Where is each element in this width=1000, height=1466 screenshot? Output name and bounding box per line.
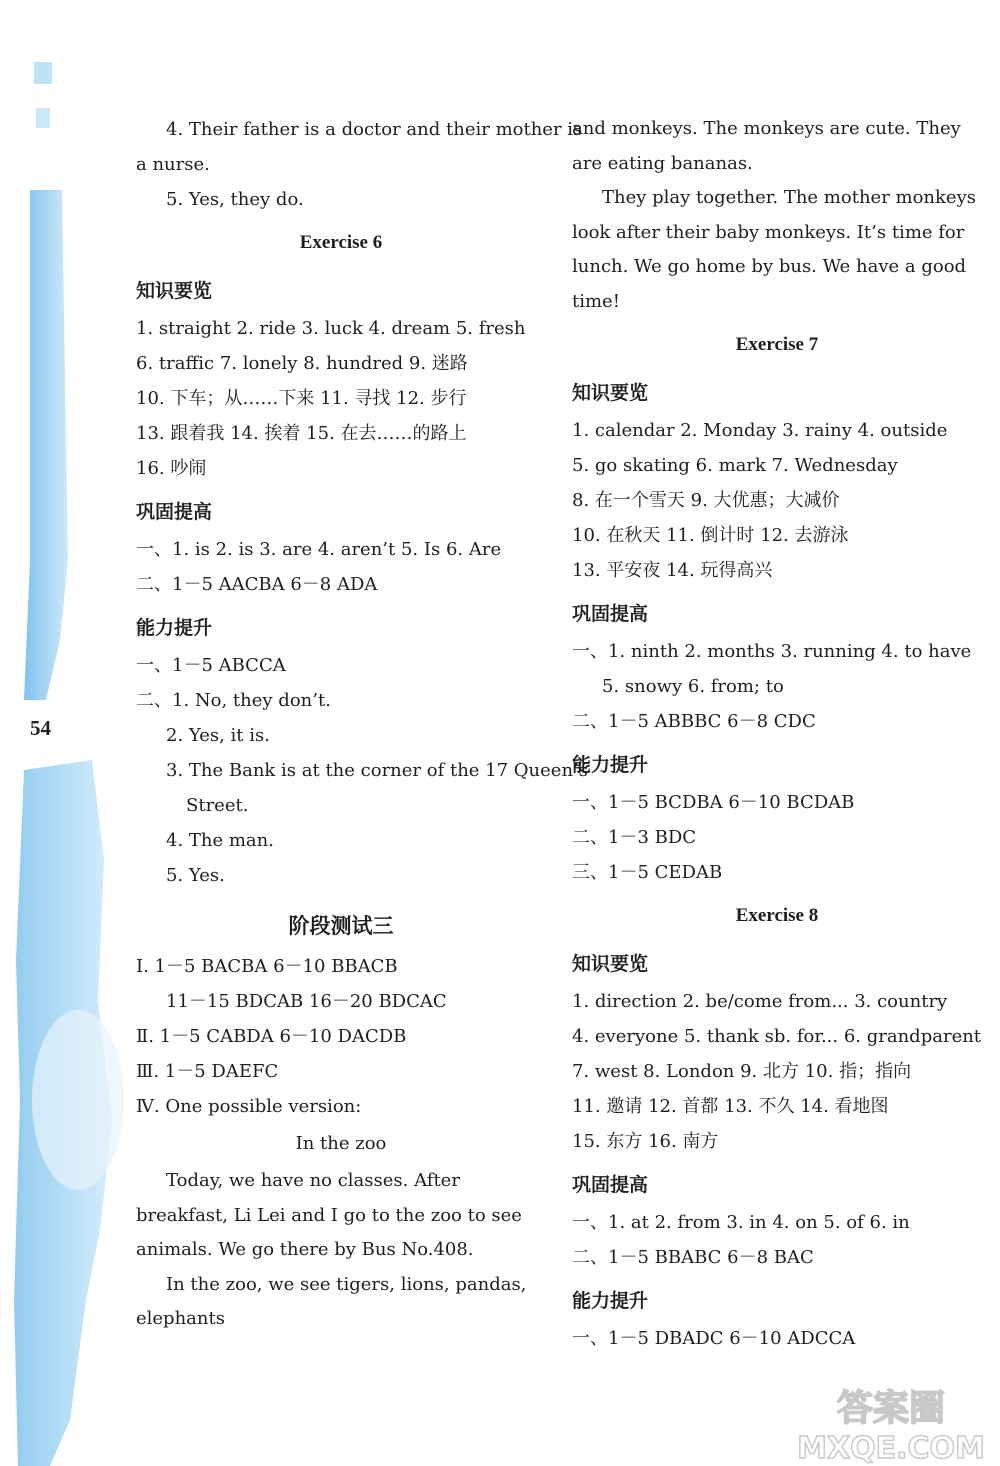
answer-line: 一、1. is 2. is 3. are 4. aren’t 5. Is 6. Are (136, 539, 502, 560)
answer-line: 5. Yes, they do. (166, 189, 304, 210)
essay-paragraph: In the zoo, we see tigers, lions, pandas, elephants (136, 1273, 527, 1329)
section-title-consolidate: 巩固提高 (572, 1174, 649, 1196)
answer-line: 1. direction 2. be/come from... 3. country (572, 991, 948, 1012)
answer-line: 二、1－3 BDC (572, 827, 697, 848)
answer-line: 一、1. ninth 2. months 3. running 4. to have (572, 641, 972, 662)
section-title-knowledge: 知识要览 (572, 382, 649, 404)
answer-line: 一、1. at 2. from 3. in 4. on 5. of 6. in (572, 1212, 910, 1233)
answer-line: 13. 跟着我 14. 挨着 15. 在去……的路上 (136, 423, 467, 444)
answer-line: 13. 平安夜 14. 玩得高兴 (572, 560, 773, 581)
answer-line: 一、1－5 DBADC 6－10 ADCCA (572, 1328, 856, 1349)
answer-line: 1. calendar 2. Monday 3. rainy 4. outside (572, 420, 948, 441)
exercise-7-title: Exercise 7 (735, 334, 819, 355)
answer-line: 11－15 BDCAB 16－20 BDCAC (166, 991, 447, 1012)
answer-line: 7. west 8. London 9. 北方 10. 指；指向 (572, 1061, 912, 1082)
section-title-ability: 能力提升 (572, 754, 649, 776)
answer-line: 10. 在秋天 11. 倒计时 12. 去游泳 (572, 525, 849, 546)
answer-line: 5. go skating 6. mark 7. Wednesday (572, 455, 898, 476)
answer-line: 10. 下车；从……下来 11. 寻找 12. 步行 (136, 388, 467, 409)
answer-line: 三、1－5 CEDAB (572, 862, 723, 883)
answer-line: a nurse. (136, 154, 210, 175)
answer-line: 4. everyone 5. thank sb. for... 6. grandparent (572, 1026, 982, 1047)
answer-line: Ⅰ. 1－5 BACBA 6－10 BBACB (136, 956, 398, 977)
answer-line: 6. traffic 7. lonely 8. hundred 9. 迷路 (136, 353, 468, 374)
watermark-text: 答案圈 (836, 1388, 946, 1429)
answer-line: Ⅳ. One possible version: (136, 1096, 362, 1117)
answer-line: 11. 邀请 12. 首都 13. 不久 14. 看地图 (572, 1096, 889, 1117)
left-column (136, 112, 588, 1337)
answer-line: 1. straight 2. ride 3. luck 4. dream 5. fresh (136, 318, 526, 339)
essay-title: In the zoo (295, 1133, 387, 1154)
page-number: 54 (30, 716, 51, 740)
answer-line: 二、1－5 ABBBC 6－8 CDC (572, 711, 816, 732)
section-title-ability: 能力提升 (572, 1290, 649, 1312)
answer-line: Ⅲ. 1－5 DAEFC (136, 1061, 279, 1082)
answer-line: 5. Yes. (166, 865, 225, 886)
essay-paragraph: and monkeys. The monkeys are cute. They are eating bananas. (572, 118, 961, 174)
answer-line: 二、1. No, they don’t. (136, 690, 331, 711)
answer-line: 一、1－5 ABCCA (136, 655, 286, 676)
answer-line: 15. 东方 16. 南方 (572, 1131, 719, 1152)
answer-line: 3. The Bank is at the corner of the 17 Queen’s (166, 760, 588, 781)
section-title-consolidate: 巩固提高 (136, 501, 213, 523)
stage-test-title: 阶段测试三 (288, 914, 394, 938)
watermark-logo (796, 1376, 986, 1466)
section-title-ability: 能力提升 (136, 617, 213, 639)
answer-line: Street. (186, 795, 249, 816)
essay-paragraph: They play together. The mother monkeys look after their baby monkeys. It’s time for lunch. We go home by bus. We have a good time! (572, 187, 976, 312)
essay-paragraph: Today, we have no classes. After breakfast, Li Lei and I go to the zoo to see animals. We go there by Bus No.408. (136, 1170, 522, 1260)
answer-line: 8. 在一个雪天 9. 大优惠；大减价 (572, 490, 840, 511)
section-title-knowledge: 知识要览 (136, 280, 213, 302)
answer-line: 一、1－5 BCDBA 6－10 BCDAB (572, 792, 855, 813)
answer-line: 16. 吵闹 (136, 458, 207, 479)
answer-line: 二、1－5 BBABC 6－8 BAC (572, 1247, 814, 1268)
section-title-knowledge: 知识要览 (572, 953, 649, 975)
exercise-8-title: Exercise 8 (735, 905, 819, 926)
answer-line: 5. snowy 6. from; to (602, 676, 784, 697)
right-column (572, 112, 982, 1356)
watermark-url: MXQE.COM (797, 1431, 985, 1466)
decorative-blue-strip (0, 0, 130, 1466)
answer-line: 2. Yes, it is. (166, 725, 270, 746)
exercise-6-title: Exercise 6 (299, 232, 383, 253)
answer-line: 4. The man. (166, 830, 274, 851)
answer-line: 4. Their father is a doctor and their mother is (166, 119, 583, 140)
answer-line: 二、1－5 AACBA 6－8 ADA (136, 574, 378, 595)
section-title-consolidate: 巩固提高 (572, 603, 649, 625)
answer-line: Ⅱ. 1－5 CABDA 6－10 DACDB (136, 1026, 407, 1047)
